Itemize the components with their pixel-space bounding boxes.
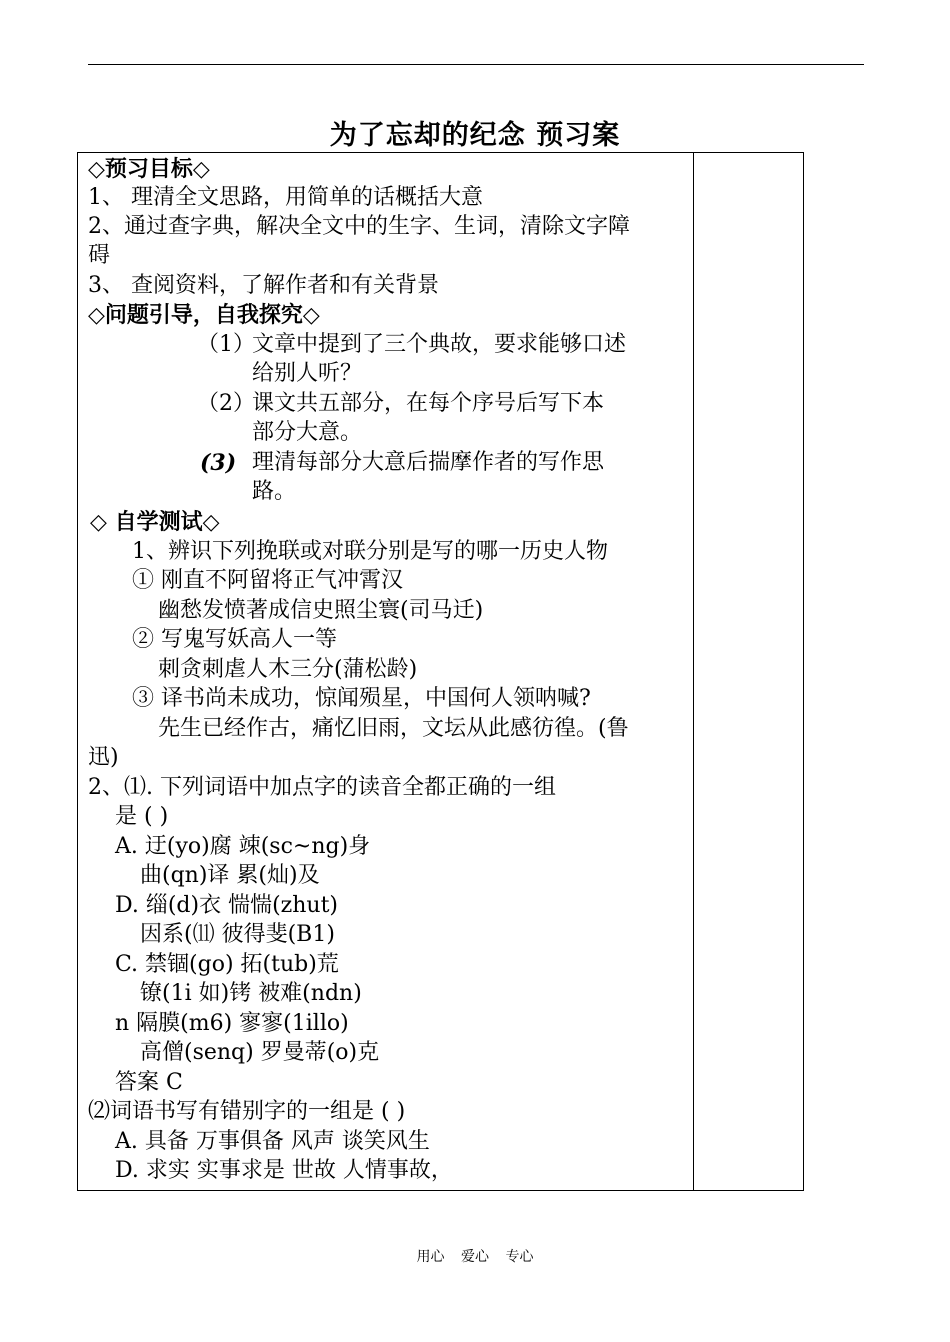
goal-item: 3、 查阅资料，了解作者和有关背景 [88, 273, 439, 298]
test-line: ③ 译书尚未成功，惊闻殒星，中国何人领呐喊? [132, 686, 591, 711]
test-line: 先生已经作古，痛忆旧雨，文坛从此感彷徨。(鲁 [158, 716, 629, 741]
question-number: （2） [197, 391, 255, 416]
page-title: 为了忘却的纪念 预习案 [329, 120, 621, 151]
test-line: 答案 C [115, 1070, 183, 1095]
question-text: 文章中提到了三个典故，要求能够口述 [252, 332, 627, 357]
question-text: 给别人听？ [252, 361, 363, 386]
test-line: ⑵词语书写有错别字的一组是 ( ) [88, 1099, 406, 1124]
goal-item: 2、通过查字典，解决全文中的生字、生词，清除文字障 [88, 214, 630, 239]
test-line: 因系(⑾ 彼得斐(B1) [140, 922, 335, 947]
test-line: n 隔膜(m6) 寥寥(1illo) [115, 1011, 349, 1036]
section-heading-selftest: ◇ 自学测试◇ [90, 509, 220, 535]
test-line: 幽愁发愤著成信史照尘寰(司马迁) [158, 598, 484, 623]
footer-text: 爱心 [461, 1249, 489, 1265]
header-rule [88, 64, 864, 65]
test-line: D. 求实 实事求是 世故 人情事故， [115, 1158, 453, 1183]
test-line: 镣(1i 如)铐 被难(ndn) [140, 981, 362, 1006]
test-line: 高僧(senq) 罗曼蒂(o)克 [140, 1040, 380, 1065]
test-line: C. 禁锢(go) 拓(tub)荒 [115, 952, 339, 977]
test-line: D. 缁(d)衣 惴惴(zhut) [115, 893, 339, 918]
test-line: ② 写鬼写妖高人一等 [132, 627, 337, 652]
footer-text: 专心 [505, 1249, 534, 1265]
test-line: 迅) [88, 745, 119, 770]
footer-text: 用心 [416, 1249, 445, 1265]
question-number: (3) [200, 450, 237, 476]
test-line: 是 ( ) [115, 804, 169, 829]
test-line: A. 迂(yo)腐 竦(sc~ng)身 [115, 834, 371, 859]
test-line: A. 具备 万事俱备 风声 谈笑风生 [115, 1129, 430, 1154]
goal-item: 碍 [88, 243, 111, 268]
section-heading-questions: ◇问题引导，自我探究◇ [88, 302, 320, 328]
table-column-divider [693, 152, 694, 1191]
question-text: 理清每部分大意后揣摩作者的写作思 [252, 450, 605, 475]
goal-item: 1、 理清全文思路，用简单的话概括大意 [88, 185, 483, 210]
test-line: 2、⑴. 下列词语中加点字的读音全都正确的一组 [88, 775, 556, 800]
test-line: 刺贪刺虐人木三分(蒲松龄) [158, 657, 418, 682]
question-number: （1） [197, 332, 255, 357]
test-line: ① 刚直不阿留将正气冲霄汉 [132, 568, 403, 593]
question-text: 路。 [252, 479, 297, 504]
page-footer [0, 1246, 950, 1266]
section-heading-goals: ◇预习目标◇ [88, 156, 210, 182]
question-text: 课文共五部分，在每个序号后写下本 [252, 391, 605, 416]
test-line: 曲(qn)译 累(灿)及 [140, 863, 320, 888]
test-line: 1、辨识下列挽联或对联分别是写的哪一历史人物 [132, 539, 608, 564]
question-text: 部分大意。 [252, 420, 363, 445]
